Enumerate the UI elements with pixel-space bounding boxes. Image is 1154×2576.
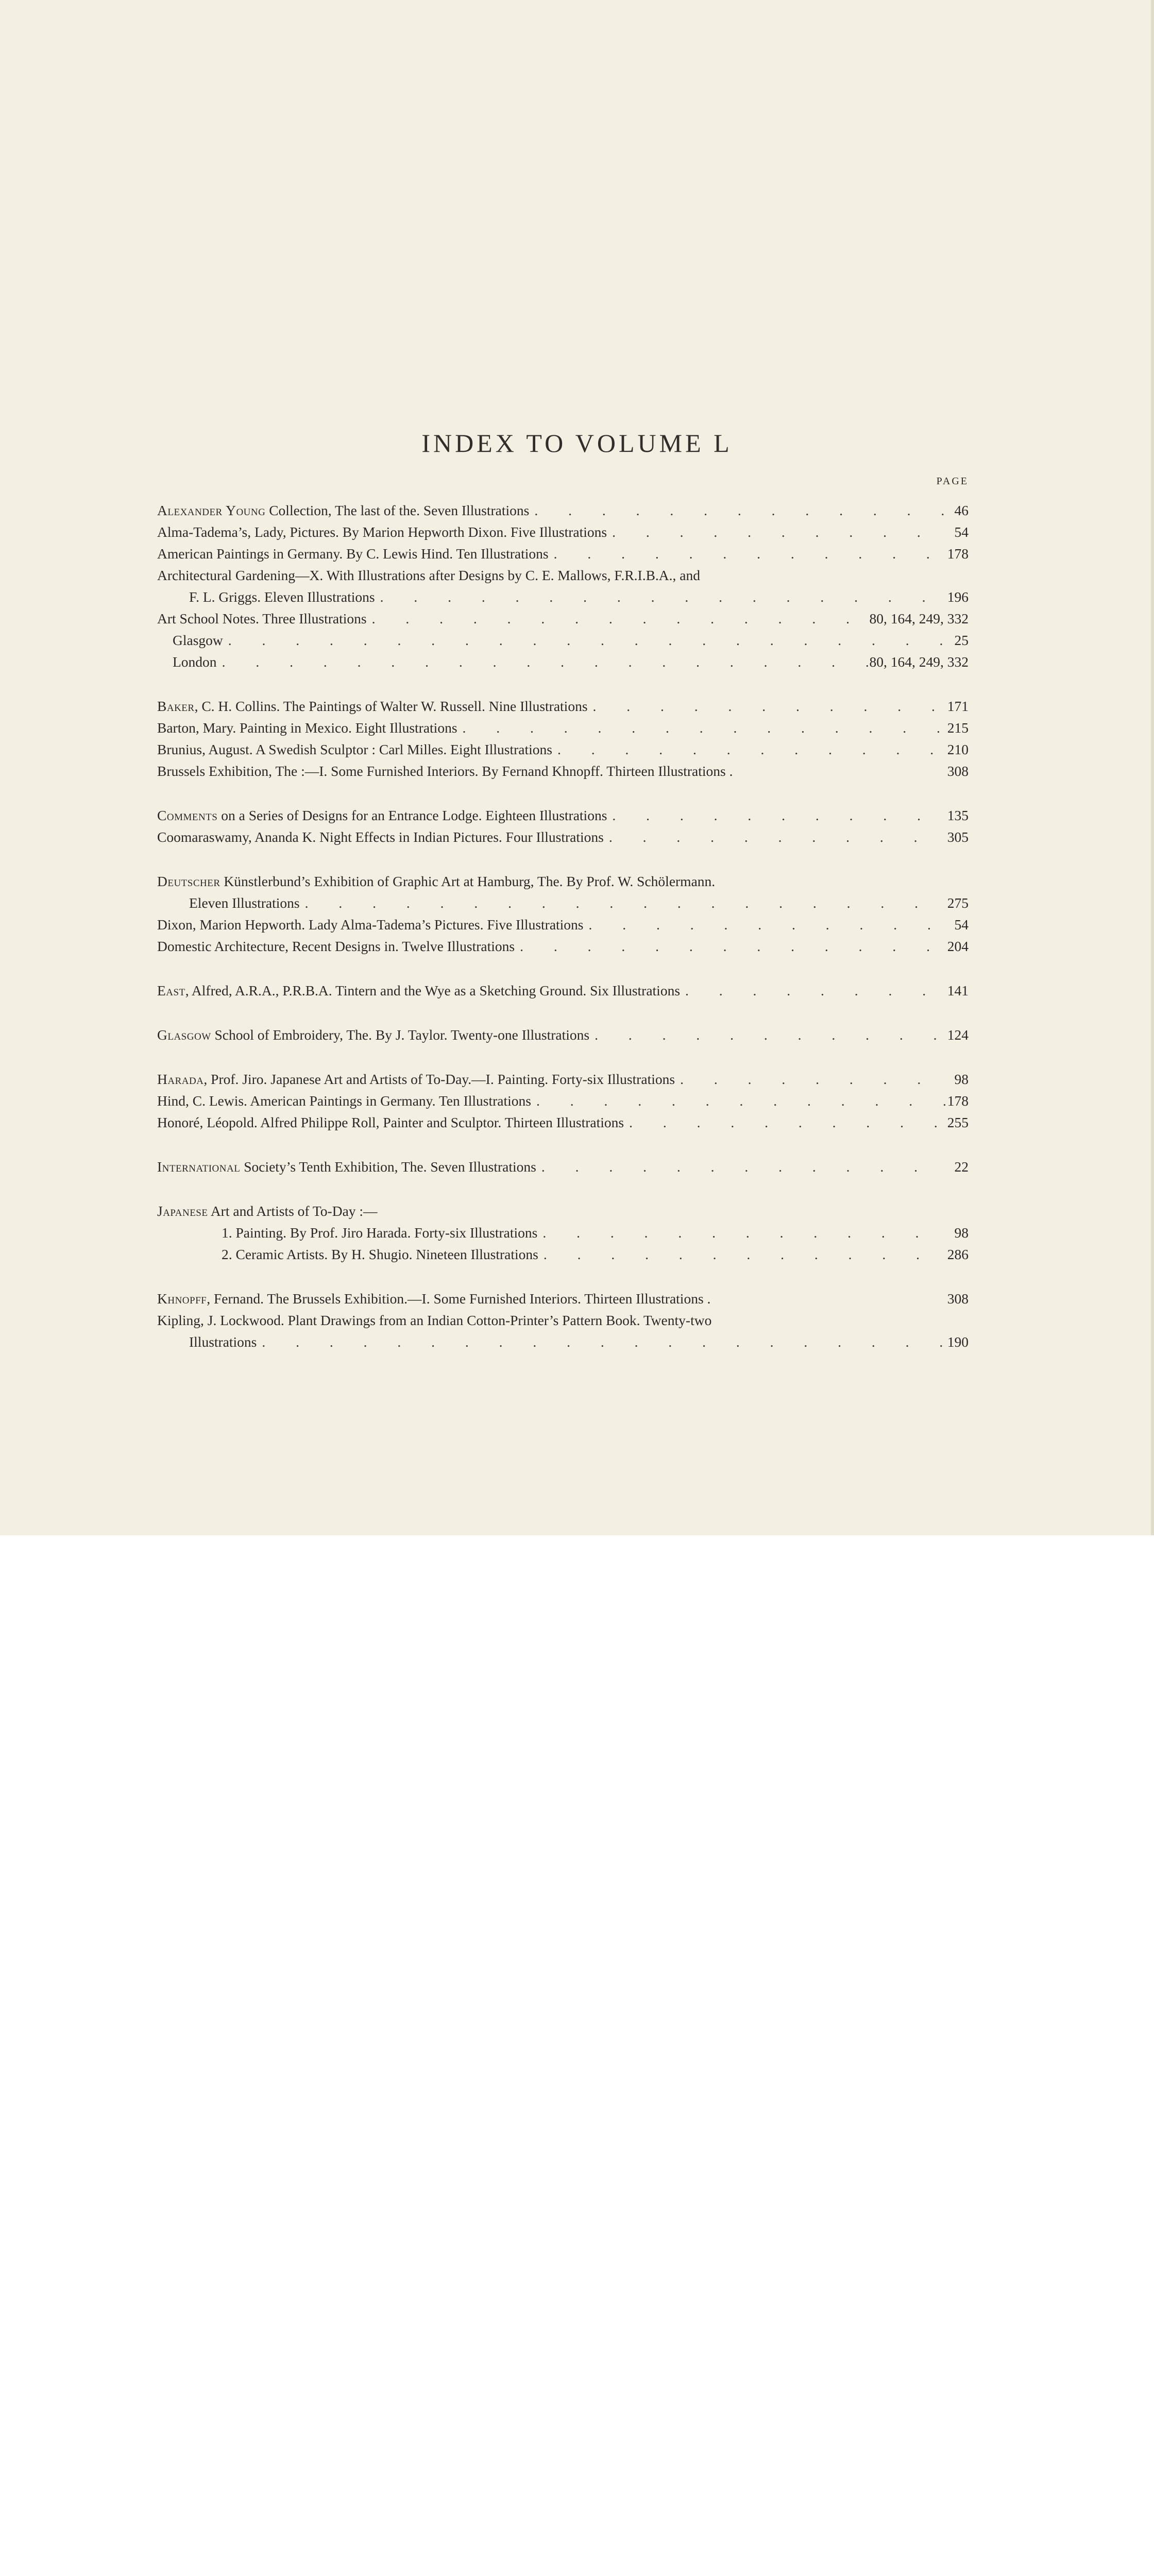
entry-lead-word: Khnopff bbox=[157, 1291, 207, 1307]
index-entry bbox=[157, 1024, 969, 1046]
entry-title: Eleven Illustrations bbox=[189, 895, 300, 911]
entry-text bbox=[157, 521, 607, 543]
entry-text bbox=[157, 696, 588, 717]
index-entry bbox=[157, 543, 969, 565]
page-title: INDEX TO VOLUME L bbox=[421, 429, 733, 457]
leader-dots bbox=[375, 586, 947, 608]
index-section-a bbox=[157, 500, 969, 673]
leader-dots bbox=[300, 892, 947, 914]
index-entry bbox=[157, 826, 969, 848]
entry-title: Illustrations bbox=[189, 1334, 257, 1350]
entry-lead-word: Comments bbox=[157, 807, 218, 823]
index-entry bbox=[157, 1244, 969, 1265]
page-number: 275 bbox=[947, 895, 969, 911]
entry-title: London bbox=[173, 654, 217, 670]
entry-title: American Paintings in Germany. By C. Lewis Hind. Ten Illustrations bbox=[157, 546, 549, 562]
index-section-j bbox=[157, 1200, 969, 1265]
index-entry bbox=[157, 717, 969, 739]
page-number: 286 bbox=[947, 1246, 969, 1262]
index-entry bbox=[157, 586, 969, 608]
page-number: 305 bbox=[947, 829, 969, 845]
leader-dots bbox=[538, 1244, 947, 1265]
entry-text bbox=[157, 1244, 538, 1265]
index-entry bbox=[157, 1222, 969, 1244]
entry-title: , Prof. Jiro. Japanese Art and Artists of To-Day.—I. Painting. Forty-six Illustrations bbox=[203, 1071, 675, 1087]
index-section-c bbox=[157, 805, 969, 848]
entry-text bbox=[157, 1200, 378, 1222]
entry-text bbox=[157, 717, 457, 739]
entry-lead-word: Baker bbox=[157, 698, 195, 714]
page-number: 54 bbox=[954, 917, 969, 933]
index-entry bbox=[157, 1069, 969, 1090]
entry-text bbox=[157, 608, 367, 630]
page-number: 54 bbox=[954, 524, 969, 540]
entry-text bbox=[157, 1024, 589, 1046]
entry-text bbox=[157, 651, 217, 673]
index-entry bbox=[157, 980, 969, 1002]
leader-dots bbox=[529, 500, 948, 521]
index-entry bbox=[157, 936, 969, 957]
entry-lead-word: East bbox=[157, 982, 185, 998]
page-number: 98 bbox=[954, 1071, 969, 1087]
index-entry bbox=[157, 651, 969, 673]
entry-text bbox=[157, 1156, 536, 1178]
leader-dots bbox=[675, 1069, 948, 1090]
index-entry bbox=[157, 805, 969, 826]
index-entry bbox=[157, 760, 969, 782]
entry-title: Domestic Architecture, Recent Designs in. Twelve Illustrations bbox=[157, 938, 515, 954]
entry-lead-word: Harada bbox=[157, 1071, 204, 1087]
entry-text bbox=[157, 871, 715, 892]
entry-lead-word: Japanese bbox=[157, 1203, 208, 1219]
index-section-g bbox=[157, 1024, 969, 1046]
leader-dots bbox=[223, 630, 948, 651]
leader-dots bbox=[457, 717, 947, 739]
entry-lead-word: Alexander Young bbox=[157, 502, 266, 518]
page-number: 308 bbox=[947, 763, 969, 779]
entry-title: Dixon, Marion Hepworth. Lady Alma-Tadema’s Pictures. Five Illustrations bbox=[157, 917, 584, 933]
leader-dots bbox=[536, 1156, 948, 1178]
page-number: 135 bbox=[947, 807, 969, 823]
index-entry bbox=[157, 521, 969, 543]
page-number: 46 bbox=[954, 502, 969, 518]
page-number: 196 bbox=[947, 589, 969, 605]
leader-dots bbox=[624, 1112, 947, 1133]
leader-dots bbox=[604, 826, 947, 848]
index-section-h bbox=[157, 1069, 969, 1133]
index-entry bbox=[157, 914, 969, 936]
leader-dots bbox=[589, 1024, 947, 1046]
entry-text bbox=[157, 936, 515, 957]
entry-title: Kipling, J. Lockwood. Plant Drawings from an Indian Cotton-Printer’s Pattern Book. Twenty-two bbox=[157, 1312, 712, 1328]
leader-dots bbox=[552, 739, 947, 760]
index-section-b bbox=[157, 696, 969, 782]
entry-title: F. L. Griggs. Eleven Illustrations bbox=[189, 589, 375, 605]
index-section-i bbox=[157, 1156, 969, 1178]
entry-title: Barton, Mary. Painting in Mexico. Eight Illustrations bbox=[157, 720, 457, 736]
entry-text bbox=[157, 1331, 257, 1353]
leader-dots bbox=[515, 936, 947, 957]
entry-text bbox=[157, 760, 733, 782]
entry-text bbox=[157, 1310, 711, 1331]
entry-text bbox=[157, 543, 549, 565]
entry-lead-word: International bbox=[157, 1159, 241, 1175]
index-entry bbox=[157, 630, 969, 651]
entry-text bbox=[157, 892, 300, 914]
leader-dots bbox=[549, 543, 947, 565]
entry-title: on a Series of Designs for an Entrance Lodge. Eighteen Illustrations bbox=[217, 807, 607, 823]
page-number: 308 bbox=[947, 1291, 969, 1307]
index-entry bbox=[157, 1288, 969, 1310]
page-number: 204 bbox=[947, 938, 969, 954]
entry-text bbox=[157, 1222, 537, 1244]
page-number: 178 bbox=[947, 546, 969, 562]
leader-dots bbox=[257, 1331, 947, 1353]
page-number: 178 bbox=[947, 1093, 969, 1109]
entry-title: Brussels Exhibition, The :—I. Some Furnished Interiors. By Fernand Khnopff. Thirteen Illustrations . bbox=[157, 763, 733, 779]
entry-title: Architectural Gardening—X. With Illustrations after Designs by C. E. Mallows, F.R.I.B.A., and bbox=[157, 567, 700, 583]
leader-dots bbox=[537, 1222, 948, 1244]
entry-title: Hind, C. Lewis. American Paintings in Germany. Ten Illustrations bbox=[157, 1093, 531, 1109]
page-number: 80, 164, 249, 332 bbox=[869, 654, 969, 670]
entry-title: Art School Notes. Three Illustrations bbox=[157, 611, 367, 626]
page-number: 215 bbox=[947, 720, 969, 736]
entry-text bbox=[157, 739, 552, 760]
page-number: 124 bbox=[947, 1027, 969, 1043]
leader-dots bbox=[607, 805, 947, 826]
entry-lead-word: Glasgow bbox=[157, 1027, 211, 1043]
entry-title: , Alfred, A.R.A., P.R.B.A. Tintern and the Wye as a Sketching Ground. Six Illustrations bbox=[185, 982, 681, 998]
leader-dots bbox=[584, 914, 948, 936]
index-entry bbox=[157, 1156, 969, 1178]
entry-title: , Fernand. The Brussels Exhibition.—I. Some Furnished Interiors. Thirteen Illustrations . bbox=[207, 1291, 711, 1307]
page-number: 210 bbox=[947, 741, 969, 757]
leader-dots bbox=[680, 980, 947, 1002]
index-entry bbox=[157, 565, 969, 586]
entry-lead-word: Deutscher bbox=[157, 873, 220, 889]
entry-text bbox=[157, 630, 223, 651]
entry-text bbox=[157, 1288, 710, 1310]
index-section-e bbox=[157, 980, 969, 1002]
page-number: 22 bbox=[954, 1159, 969, 1175]
entry-title: Art and Artists of To-Day :— bbox=[208, 1203, 378, 1219]
entry-title: Glasgow bbox=[173, 632, 223, 648]
page-number: 141 bbox=[947, 982, 969, 998]
index-entry bbox=[157, 871, 969, 892]
index-entry bbox=[157, 1090, 969, 1112]
index-entry bbox=[157, 1331, 969, 1353]
entry-text bbox=[157, 1090, 531, 1112]
entry-text bbox=[157, 805, 607, 826]
index-entry bbox=[157, 1200, 969, 1222]
entry-title: 2. Ceramic Artists. By H. Shugio. Nineteen Illustrations bbox=[222, 1246, 538, 1262]
entry-title: 1. Painting. By Prof. Jiro Harada. Forty-six Illustrations bbox=[222, 1225, 538, 1241]
page-number: 25 bbox=[954, 632, 969, 648]
entry-title: Collection, The last of the. Seven Illustrations bbox=[265, 502, 530, 518]
entry-text bbox=[157, 914, 584, 936]
entry-title: Society’s Tenth Exhibition, The. Seven Illustrations bbox=[240, 1159, 536, 1175]
entry-title: Brunius, August. A Swedish Sculptor : Carl Milles. Eight Illustrations bbox=[157, 741, 552, 757]
entry-text bbox=[157, 1112, 624, 1133]
leader-dots bbox=[588, 696, 947, 717]
leader-dots bbox=[607, 521, 948, 543]
index-entry bbox=[157, 696, 969, 717]
index-entry bbox=[157, 1310, 969, 1331]
leader-dots bbox=[367, 608, 870, 630]
entry-title: Honoré, Léopold. Alfred Philippe Roll, Painter and Sculptor. Thirteen Illustrations bbox=[157, 1114, 624, 1130]
index-entry bbox=[157, 608, 969, 630]
entry-title: Coomaraswamy, Ananda K. Night Effects in Indian Pictures. Four Illustrations bbox=[157, 829, 604, 845]
leader-dots bbox=[531, 1090, 947, 1112]
page-number: 80, 164, 249, 332 bbox=[869, 611, 969, 626]
entry-text bbox=[157, 500, 529, 521]
page-edge bbox=[1151, 0, 1154, 1535]
page-number: 171 bbox=[947, 698, 969, 714]
entry-text bbox=[157, 826, 604, 848]
entry-text bbox=[157, 1069, 675, 1090]
index-entry bbox=[157, 1112, 969, 1133]
footer-bar bbox=[0, 1535, 1154, 1703]
index-entry bbox=[157, 739, 969, 760]
page-number: 190 bbox=[947, 1334, 969, 1350]
index-entry bbox=[157, 500, 969, 521]
page-number: 255 bbox=[947, 1114, 969, 1130]
entry-title: Alma-Tadema’s, Lady, Pictures. By Marion Hepworth Dixon. Five Illustrations bbox=[157, 524, 607, 540]
entry-title: School of Embroidery, The. By J. Taylor. Twenty-one Illustrations bbox=[211, 1027, 590, 1043]
page-number: 98 bbox=[954, 1225, 969, 1241]
page-column-header: PAGE bbox=[936, 476, 969, 487]
entry-text bbox=[157, 586, 375, 608]
entry-text bbox=[157, 980, 680, 1002]
leader-dots bbox=[217, 651, 870, 673]
entry-title: , C. H. Collins. The Paintings of Walter W. Russell. Nine Illustrations bbox=[194, 698, 588, 714]
index-section-k bbox=[157, 1288, 969, 1353]
entry-text bbox=[157, 565, 700, 586]
entry-title: Künstlerbund’s Exhibition of Graphic Art at Hamburg, The. By Prof. W. Schölermann. bbox=[220, 873, 716, 889]
index-list bbox=[157, 500, 969, 1376]
index-section-d bbox=[157, 871, 969, 957]
index-entry bbox=[157, 892, 969, 914]
